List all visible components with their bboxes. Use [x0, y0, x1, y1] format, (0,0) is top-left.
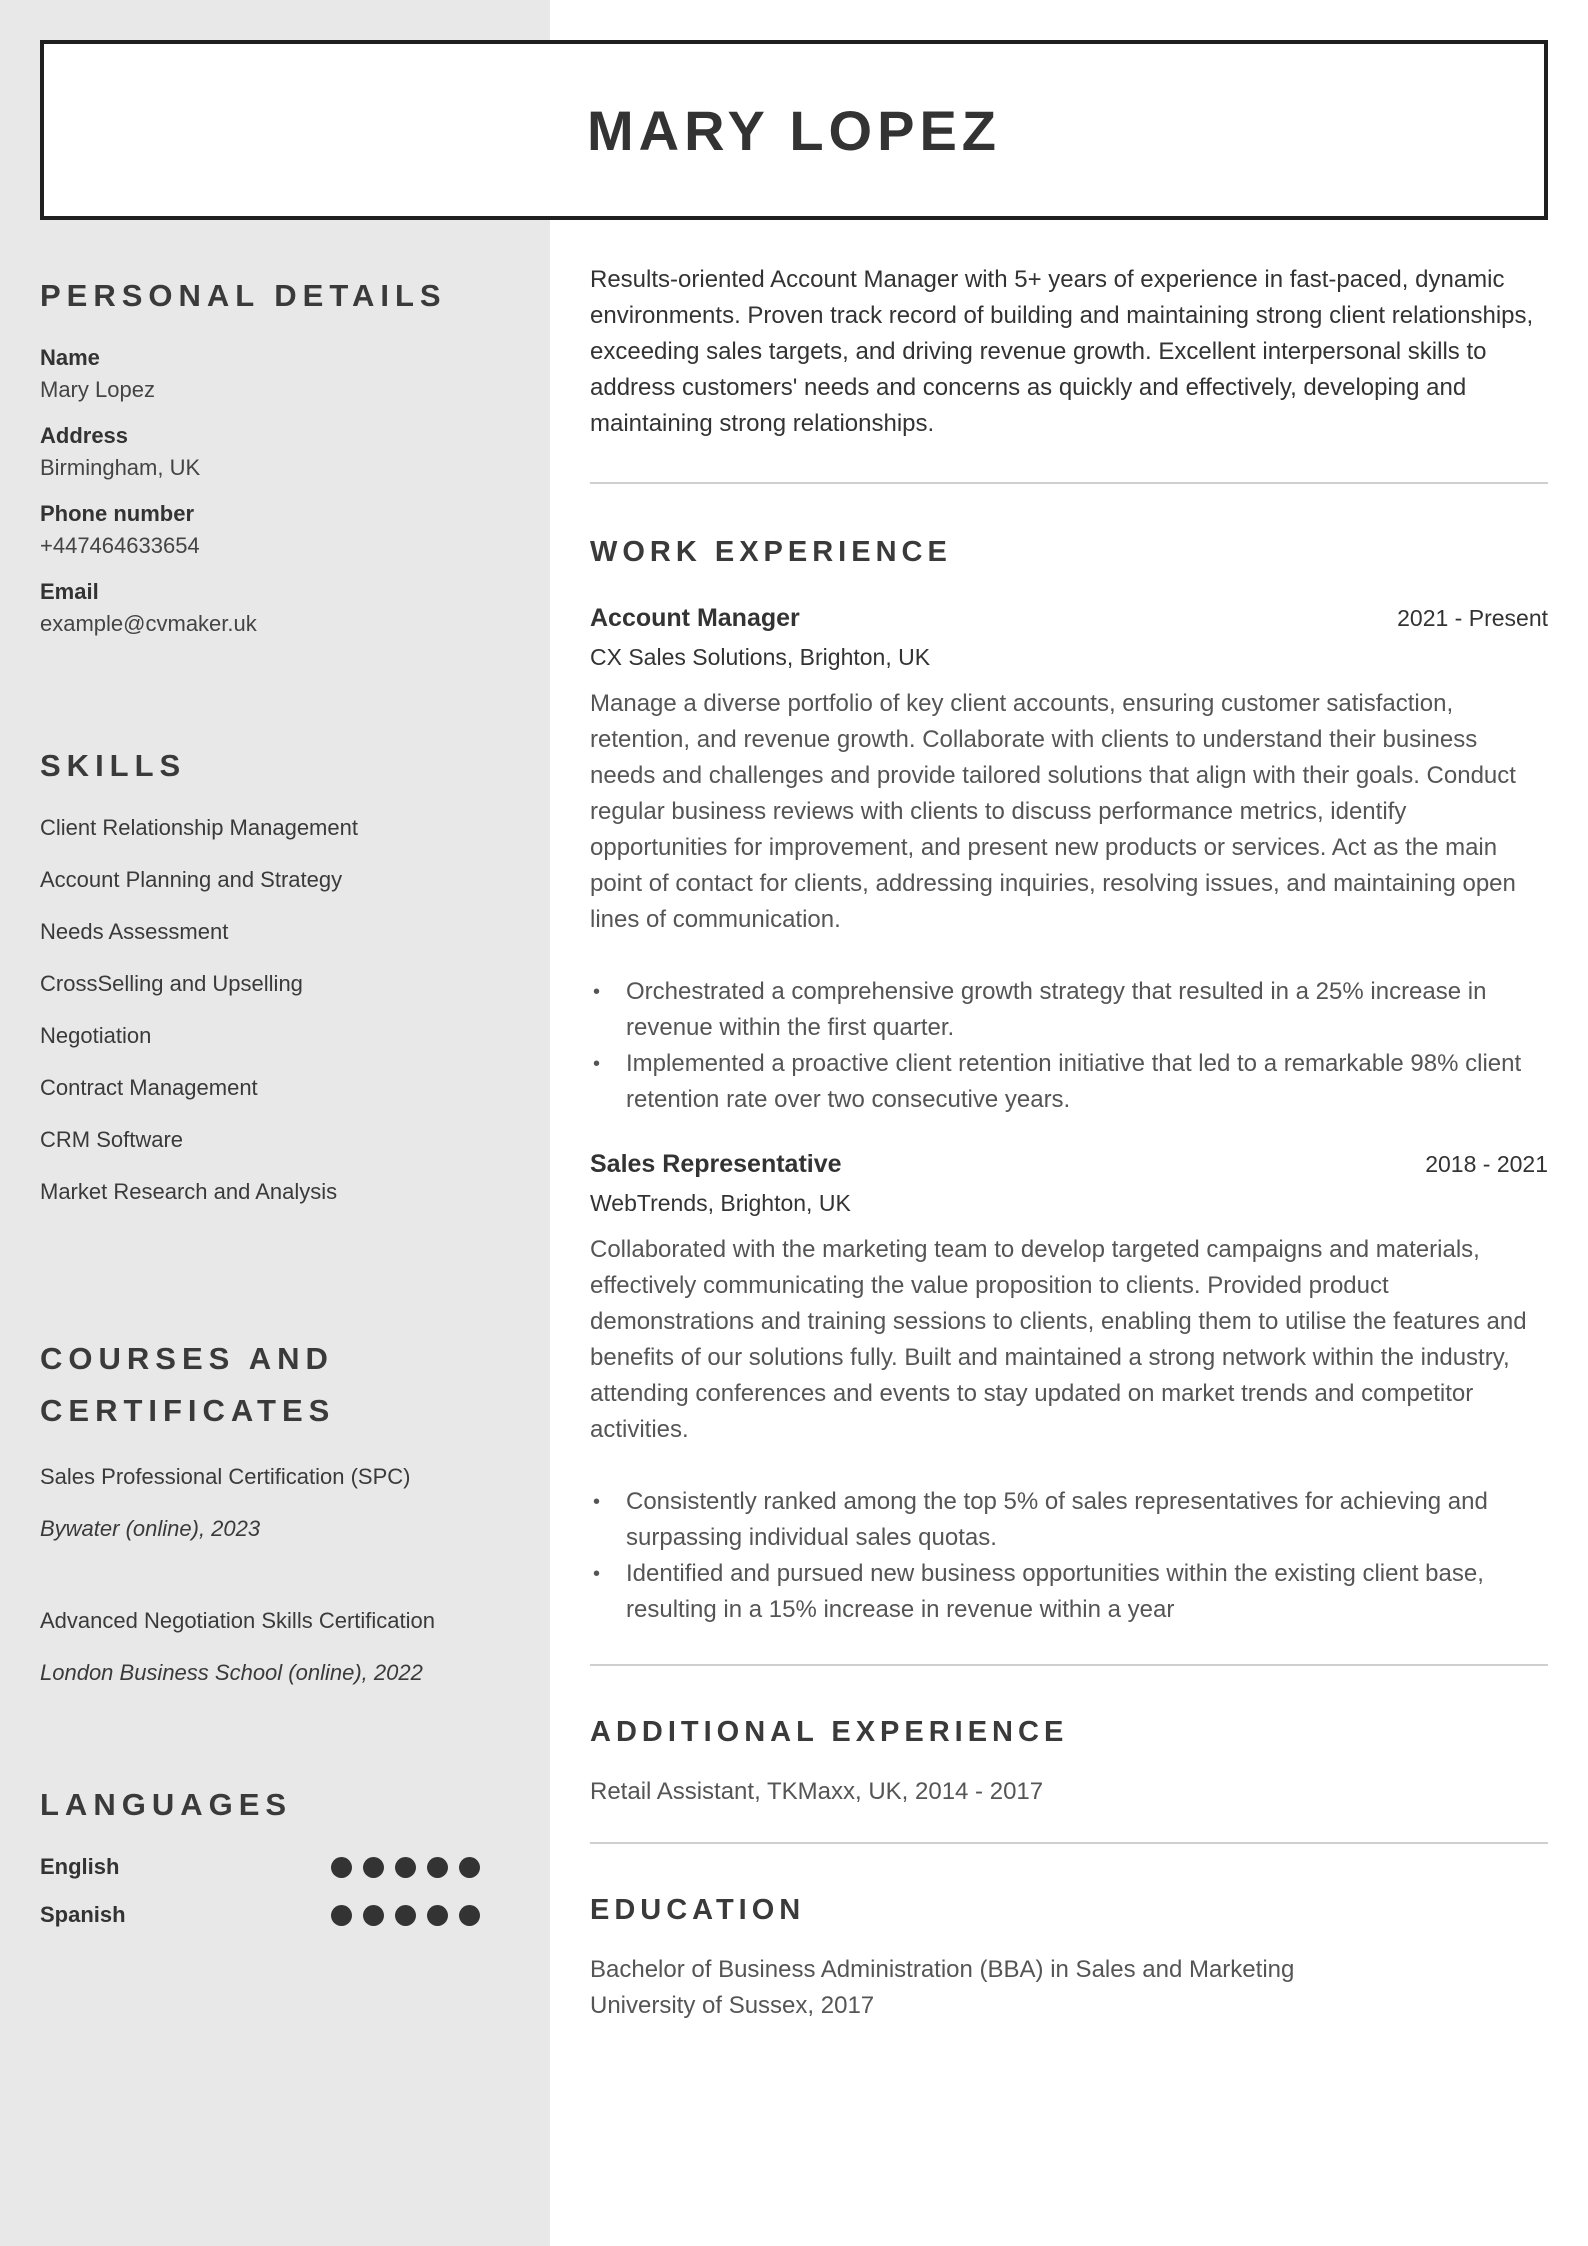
skill-item: CrossSelling and Upselling — [40, 971, 303, 996]
name-label: Name — [40, 345, 100, 370]
job-dates: 2018 - 2021 — [1425, 1151, 1548, 1177]
education-school: University of Sussex, 2017 — [590, 1992, 875, 2019]
job-description: Manage a diverse portfolio of key client accounts, ensuring customer satisfaction, retention, and revenue growth. Collaborate with clients to understand their business needs and challenges and provide tailored solutions that align with their goals. Conduct regular business reviews with clients to discuss performance metrics, identify opportunities for improvement, and present new products or services. Act as the main point of contact for clients, addressing inquiries, resolving issues, and maintaining open lines of communication. — [590, 690, 1516, 933]
language-name: Spanish — [40, 1902, 126, 1927]
courses-section — [40, 1333, 510, 1689]
job-title: Sales Representative — [590, 1150, 842, 1178]
language-row — [40, 1891, 480, 1939]
languages-heading: LANGUAGES — [40, 1787, 293, 1822]
skill-item: CRM Software — [40, 1127, 184, 1152]
level-dot — [427, 1905, 448, 1926]
phone-label: Phone number — [40, 501, 195, 526]
course-name: Sales Professional Certification (SPC) — [40, 1464, 411, 1489]
skill-item: Negotiation — [40, 1023, 152, 1048]
job-header — [590, 1144, 1548, 1184]
achievement-item: • Consistently ranked among the top 5% of sales representatives for achieving and surpassing individual sales quotas. — [590, 1484, 1548, 1556]
achievement-item: • Orchestrated a comprehensive growth strategy that resulted in a 25% increase in revenue within the first quarter. — [590, 974, 1548, 1046]
skill-item: Needs Assessment — [40, 919, 229, 944]
work-experience-section — [590, 532, 1548, 1628]
level-dot — [459, 1905, 480, 1926]
level-dot — [331, 1857, 352, 1878]
job-company: WebTrends, Brighton, UK — [590, 1190, 851, 1216]
education-section — [590, 1890, 1548, 2024]
job-entry — [590, 598, 1548, 1118]
address-label: Address — [40, 423, 129, 448]
job-title: Account Manager — [590, 604, 800, 632]
email-value: example@cvmaker.uk — [40, 611, 257, 636]
additional-experience-heading: ADDITIONAL EXPERIENCE — [590, 1716, 1069, 1748]
level-dot — [363, 1905, 384, 1926]
courses-heading-line1: COURSES AND — [40, 1341, 334, 1376]
course-org: Bywater (online), 2023 — [40, 1516, 261, 1541]
skills-section — [40, 740, 510, 1208]
personal-details-heading: PERSONAL DETAILS — [40, 278, 447, 313]
job-dates: 2021 - Present — [1397, 605, 1548, 631]
section-divider — [590, 482, 1548, 484]
job-achievements — [590, 1484, 1548, 1628]
job-achievements — [590, 974, 1548, 1118]
skill-item: Account Planning and Strategy — [40, 867, 343, 892]
profile-summary: Results-oriented Account Manager with 5+ years of experience in fast-paced, dynamic environments. Proven track record of building and maintaining strong client relationships, exceeding sales targets, and driving revenue growth. Excellent interpersonal skills to address customers' needs and concerns as quickly and effectively, developing and maintaining strong relationships. — [590, 266, 1534, 437]
languages-section — [40, 1779, 510, 1939]
candidate-name: MARY LOPEZ — [586, 98, 1002, 162]
additional-experience-text: Retail Assistant, TKMaxx, UK, 2014 - 2017 — [590, 1778, 1044, 1805]
work-experience-heading: WORK EXPERIENCE — [590, 536, 952, 568]
personal-details-section — [40, 270, 510, 640]
level-dot — [395, 1857, 416, 1878]
education-heading: EDUCATION — [590, 1894, 806, 1926]
language-name: English — [40, 1854, 120, 1879]
level-dot — [395, 1905, 416, 1926]
courses-heading — [40, 1333, 510, 1437]
skills-heading: SKILLS — [40, 748, 187, 783]
section-divider — [590, 1842, 1548, 1844]
education-entry — [590, 1952, 1548, 2024]
section-divider — [590, 1664, 1548, 1666]
achievement-item: • Identified and pursued new business opportunities within the existing client base, resulting in a 15% increase in revenue within a year — [590, 1556, 1548, 1628]
job-header — [590, 598, 1548, 638]
education-degree: Bachelor of Business Administration (BBA) in Sales and Marketing — [590, 1956, 1295, 1983]
languages-list — [40, 1843, 510, 1939]
language-level-dots — [331, 1905, 480, 1926]
achievement-item: • Implemented a proactive client retention initiative that led to a remarkable 98% client retention rate over two consecutive years. — [590, 1046, 1548, 1118]
job-description: Collaborated with the marketing team to develop targeted campaigns and materials, effectively communicating the value proposition to clients. Provided product demonstrations and training sessions to clients, enabling them to utilise the features and benefits of our solutions fully. Built and maintained a strong network within the industry, attending conferences and events to stay updated on market trends and competitor activities. — [590, 1236, 1527, 1443]
job-entry — [590, 1144, 1548, 1628]
job-company: CX Sales Solutions, Brighton, UK — [590, 644, 931, 670]
address-value: Birmingham, UK — [40, 455, 201, 480]
name-header — [40, 40, 1548, 220]
language-row — [40, 1843, 480, 1891]
level-dot — [363, 1857, 384, 1878]
language-level-dots — [331, 1857, 480, 1878]
courses-heading-line2: CERTIFICATES — [40, 1393, 336, 1428]
email-label: Email — [40, 579, 99, 604]
level-dot — [427, 1857, 448, 1878]
additional-experience-section — [590, 1712, 1548, 1810]
course-name: Advanced Negotiation Skills Certification — [40, 1608, 435, 1633]
phone-value: +447464633654 — [40, 533, 200, 558]
name-value: Mary Lopez — [40, 377, 155, 402]
main-content — [590, 262, 1548, 2024]
skill-item: Client Relationship Management — [40, 815, 358, 840]
level-dot — [459, 1857, 480, 1878]
sidebar — [40, 270, 510, 1939]
skill-item: Contract Management — [40, 1075, 258, 1100]
skills-list — [40, 812, 510, 1208]
level-dot — [331, 1905, 352, 1926]
skill-item: Market Research and Analysis — [40, 1179, 338, 1204]
course-org: London Business School (online), 2022 — [40, 1660, 423, 1685]
